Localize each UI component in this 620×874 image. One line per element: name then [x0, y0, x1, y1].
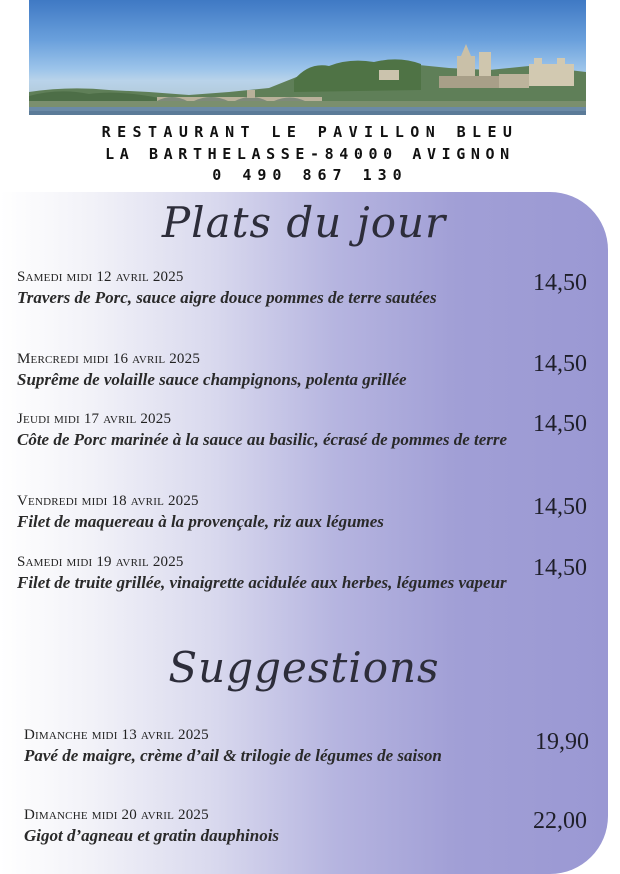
item-dish: Filet de truite grillée, vinaigrette acidulée aux herbes, légumes vapeur	[17, 573, 507, 592]
item-date: Dimanche midi 13 avril 2025	[24, 727, 209, 743]
suggestions-title: Suggestions	[168, 643, 440, 692]
menu-item	[17, 553, 517, 595]
item-dish: Côte de Porc marinée à la sauce au basilic, écrasé de pommes de terre	[17, 430, 508, 449]
restaurant-address: LA BARTHELASSE-84000 AVIGNON	[105, 145, 515, 163]
menu-item	[17, 268, 517, 310]
menu-item	[17, 492, 517, 534]
menu-item	[17, 410, 517, 452]
menu-item	[17, 350, 517, 392]
item-price: 14,50	[533, 494, 587, 520]
header-photo-avignon	[29, 0, 586, 115]
item-dish: Pavé de maigre, crème d’ail & trilogie de légumes de saison	[24, 746, 442, 765]
menu-item	[24, 806, 524, 848]
item-price: 14,50	[533, 555, 587, 581]
item-price: 14,50	[533, 411, 587, 437]
item-date: Mercredi midi 16 avril 2025	[17, 351, 201, 367]
item-dish: Gigot d’agneau et gratin dauphinois	[24, 826, 280, 845]
item-date: Dimanche midi 20 avril 2025	[24, 807, 209, 823]
plats-du-jour-title: Plats du jour	[161, 198, 447, 247]
restaurant-name: RESTAURANT LE PAVILLON BLEU	[101, 123, 519, 141]
item-price: 19,90	[535, 729, 589, 755]
item-dish: Filet de maquereau à la provençale, riz aux légumes	[17, 512, 384, 531]
item-date: Vendredi midi 18 avril 2025	[17, 493, 199, 509]
item-date: Samedi midi 19 avril 2025	[17, 554, 184, 570]
restaurant-phone: 0 490 867 130	[212, 166, 408, 184]
item-date: Samedi midi 12 avril 2025	[17, 269, 184, 285]
menu-item	[24, 726, 524, 768]
item-date: Jeudi midi 17 avril 2025	[17, 411, 172, 427]
item-price: 14,50	[533, 351, 587, 377]
item-price: 22,00	[533, 808, 587, 834]
item-price: 14,50	[533, 270, 587, 296]
item-dish: Travers de Porc, sauce aigre douce pommes de terre sautées	[17, 288, 437, 307]
item-dish: Suprême de volaille sauce champignons, polenta grillée	[17, 370, 407, 389]
